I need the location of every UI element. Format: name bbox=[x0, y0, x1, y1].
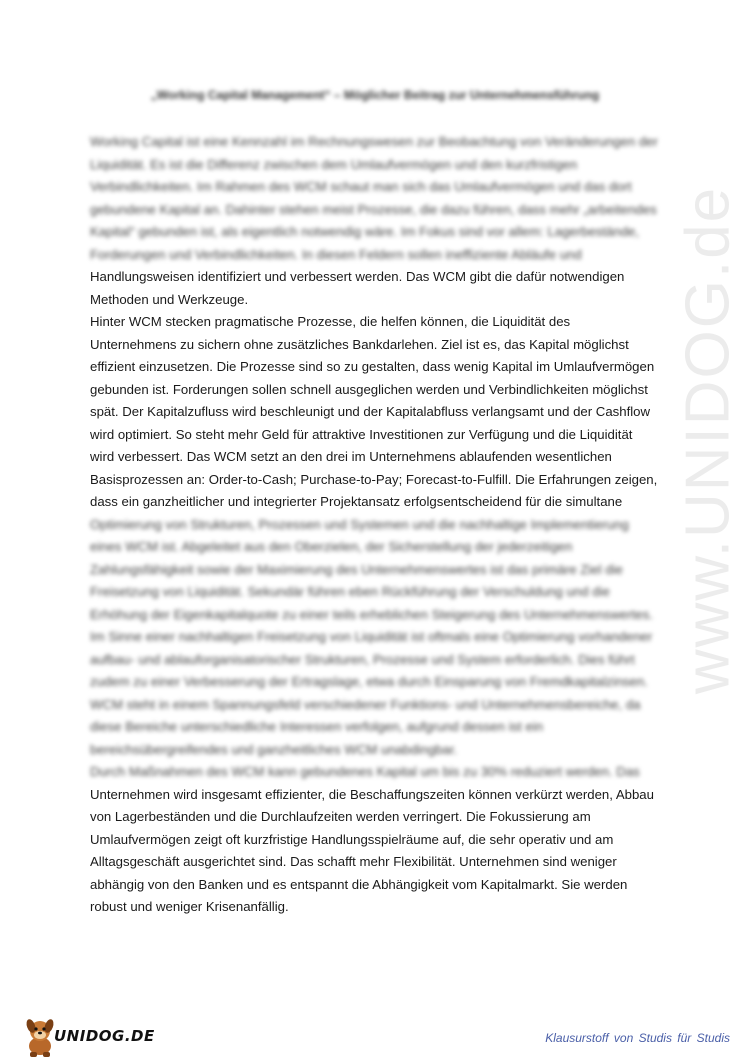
text-line: robust und weniger Krisenanfällig. bbox=[90, 899, 289, 914]
document-title: „Working Capital Management“ – Möglicher Beitrag zur Unternehmensführung bbox=[150, 88, 600, 102]
unidog-logo[interactable] bbox=[22, 1014, 162, 1058]
text-line: diese Bereiche unterschiedliche Interessen verfolgen, aufgrund dessen ist ein bbox=[90, 719, 544, 734]
text-line: Erhöhung der Eigenkapitalquote zu einer teils erheblichen Steigerung des Unternehmenswertes. bbox=[90, 606, 654, 622]
text-line: Liquidität. Es ist die Differenz zwischen dem Umlaufvermögen und den kurzfristigen bbox=[90, 156, 578, 172]
text-line: gebundene Kapital an. Dahinter stehen meist Prozesse, die dazu führen, dass mehr „arbeitendes bbox=[90, 201, 657, 217]
text-line: bereichsübergreifendes und ganzheitliches WCM unabdingbar. bbox=[90, 741, 458, 757]
text-line: von Lagerbeständen und die Durchlaufzeiten werden verringert. Die Fokussierung am bbox=[90, 809, 591, 824]
text-line: Forderungen und Verbindlichkeiten. In diesen Feldern sollen ineffiziente Abläufe und bbox=[90, 246, 582, 262]
text-line: spät. Der Kapitalzufluss wird beschleunigt und der Kapitalabfluss verlangsamt und der Cashflow bbox=[90, 404, 651, 419]
text-line: aufbau- und ablauforganisatorischer Strukturen, Prozesse und System erforderlich. Dies führt bbox=[90, 651, 635, 667]
text-line: Alltagsgeschäft ausgerichtet sind. Das schafft mehr Flexibilität. Unternehmen sind weniger bbox=[90, 854, 617, 869]
text-line: Methoden und Werkzeuge. bbox=[90, 291, 249, 307]
document-body bbox=[90, 131, 670, 919]
text-line: Optimierung von Strukturen, Prozessen und Systemen und die nachhaltige Implementierung bbox=[90, 516, 629, 532]
text-line: zudem zu einer Verbesserung der Ertragslage, etwa durch Einsparung von Fremdkapitalzinsen. bbox=[90, 674, 648, 689]
text-line: effizient einzusetzen. Die Prozesse sind so zu gestalten, dass wenig Kapital im Umlaufvermögen bbox=[90, 359, 655, 374]
text-line: wird verbessert. Das WCM setzt an den drei im Unternehmens ablaufenden wesentlichen bbox=[90, 449, 612, 464]
text-line: Unternehmens zu sichern ohne zusätzliches Bankdarlehen. Ziel ist es, das Kapital möglichst bbox=[90, 336, 629, 352]
text-line: Basisprozessen an: Order-to-Cash; Purchase-to-Pay; Forecast-to-Fulfill. Die Erfahrungen zeigen, bbox=[90, 471, 658, 487]
text-line: Im Sinne einer nachhaltigen Freisetzung von Liquidität ist oftmals eine Optimierung vorhandener bbox=[90, 629, 653, 644]
text-line: wird optimiert. So steht mehr Geld für attraktive Investitionen zur Verfügung und die Liquidität bbox=[90, 426, 633, 442]
text-line: Kapital“ gebunden ist, als eigentlich notwendig wäre. Im Fokus sind vor allem: Lagerbestände, bbox=[90, 224, 640, 239]
text-line: Unternehmen wird insgesamt effizienter, die Beschaffungszeiten können verkürzt werden, Abbau bbox=[90, 786, 654, 802]
footer-tagline: Klausurstoff von Studis für Studis bbox=[545, 1031, 730, 1045]
text-line: gebunden ist. Forderungen sollen schnell ausgeglichen werden und Verbindlichkeiten möglichst bbox=[90, 381, 648, 397]
text-line: Verbindlichkeiten. Im Rahmen des WCM schaut man sich das Umlaufvermögen und das dort bbox=[90, 179, 632, 194]
text-line: Handlungsweisen identifiziert und verbessert werden. Das WCM gibt die dafür notwendigen bbox=[90, 269, 625, 284]
text-line: Umlaufvermögen zeigt oft kurzfristige Handlungsspielräume auf, die sehr operativ und am bbox=[90, 831, 614, 847]
text-line: Working Capital ist eine Kennzahl im Rechnungswesen zur Beobachtung von Veränderungen der bbox=[90, 134, 658, 149]
text-line: abhängig von den Banken und es entspannt die Abhängigkeit vom Kapitalmarkt. Sie werden bbox=[90, 876, 628, 892]
text-line: Zahlungsfähigkeit sowie der Maximierung des Unternehmenswertes ist das primäre Ziel die bbox=[90, 561, 623, 577]
text-line: Hinter WCM stecken pragmatische Prozesse, die helfen können, die Liquidität des bbox=[90, 314, 571, 329]
text-line: Freisetzung von Liquidität. Sekundär führen eben Rückführung der Verschuldung und die bbox=[90, 584, 610, 599]
logo-text: UNIDOG.DE bbox=[54, 1027, 155, 1045]
dog-mascot-icon bbox=[22, 1014, 58, 1058]
text-line: WCM steht in einem Spannungsfeld verschiedener Funktions- und Unternehmensbereiche, da bbox=[90, 696, 641, 712]
text-line: Durch Maßnahmen des WCM kann gebundenes Kapital um bis zu 30% reduziert werden. Das bbox=[90, 764, 640, 779]
watermark: www.UNIDOG.de bbox=[673, 185, 743, 695]
text-line: dass ein ganzheitlicher und integrierter Projektansatz erfolgsentscheidend für die simultane bbox=[90, 494, 623, 509]
text-line: eines WCM ist. Abgeleitet aus den Oberzielen, der Sicherstellung der jederzeitigen bbox=[90, 539, 573, 554]
